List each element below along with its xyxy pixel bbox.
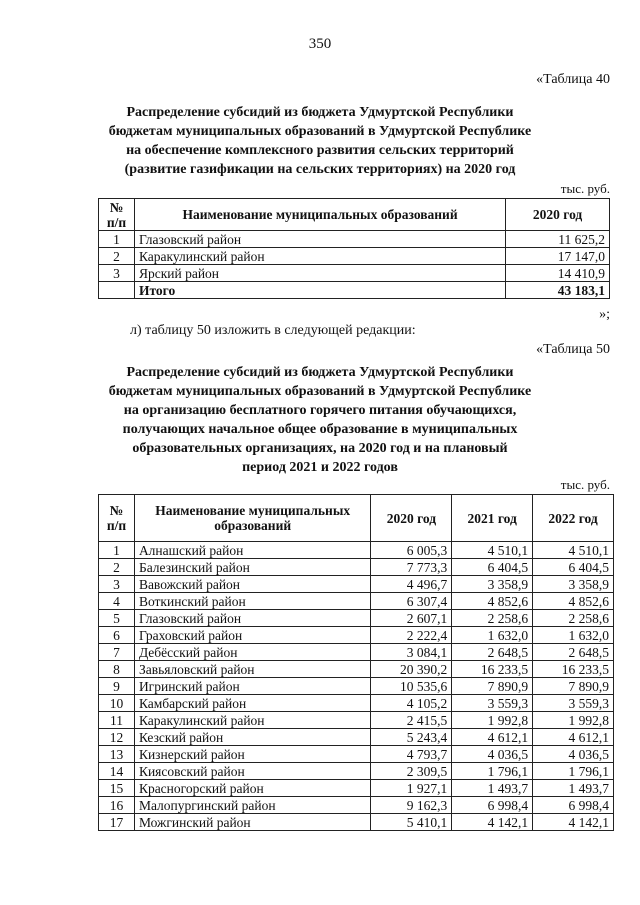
row-value-2021: 3 358,9 xyxy=(452,576,533,593)
row-name: Каракулинский район xyxy=(134,712,371,729)
table-row xyxy=(99,678,614,695)
row-value-2022: 7 890,9 xyxy=(533,678,614,695)
table-row xyxy=(99,695,614,712)
row-value-2020: 5 410,1 xyxy=(371,814,452,831)
title-line: получающих начальное общее образование в муниципальных xyxy=(122,422,518,437)
row-value-2022: 6 998,4 xyxy=(533,797,614,814)
row-number: 13 xyxy=(99,746,135,763)
row-value-2022: 4 142,1 xyxy=(533,814,614,831)
table-row xyxy=(99,559,614,576)
row-name: Вавожский район xyxy=(134,576,371,593)
row-number: 14 xyxy=(99,763,135,780)
row-name: Глазовский район xyxy=(134,610,371,627)
row-number: 1 xyxy=(99,542,135,559)
row-value-2020: 2 415,5 xyxy=(371,712,452,729)
row-number: 16 xyxy=(99,797,135,814)
row-name: Игринский район xyxy=(134,678,371,695)
row-name: Граховский район xyxy=(134,627,371,644)
table-row xyxy=(99,593,614,610)
table-40-title xyxy=(60,103,580,179)
row-name: Камбарский район xyxy=(134,695,371,712)
table-header-row xyxy=(99,199,610,231)
col-header-name: Наименование муниципальных образований xyxy=(134,199,505,231)
title-line: Распределение субсидий из бюджета Удмуртской Республики xyxy=(126,365,514,380)
table-row xyxy=(99,265,610,282)
title-line: (развитие газификации на сельских территориях) на 2020 год xyxy=(124,162,516,177)
row-value: 17 147,0 xyxy=(506,248,610,265)
row-number: 17 xyxy=(99,814,135,831)
table-row xyxy=(99,729,614,746)
col-header-2020: 2020 год xyxy=(506,199,610,231)
row-number-empty xyxy=(99,282,135,299)
table-row xyxy=(99,797,614,814)
table-header-row xyxy=(99,495,614,542)
table-40 xyxy=(98,198,610,299)
row-number: 9 xyxy=(99,678,135,695)
row-number: 7 xyxy=(99,644,135,661)
table-row xyxy=(99,814,614,831)
row-name: Малопургинский район xyxy=(134,797,371,814)
row-value-2022: 4 036,5 xyxy=(533,746,614,763)
row-value-2021: 4 510,1 xyxy=(452,542,533,559)
row-value-2022: 4 510,1 xyxy=(533,542,614,559)
row-number: 6 xyxy=(99,627,135,644)
row-name: Алнашский район xyxy=(134,542,371,559)
col-header-num: № п/п xyxy=(99,199,135,231)
row-name: Дебёсский район xyxy=(134,644,371,661)
row-value-2022: 1 493,7 xyxy=(533,780,614,797)
row-value-2022: 1 632,0 xyxy=(533,627,614,644)
row-value-2020: 5 243,4 xyxy=(371,729,452,746)
row-value-2022: 4 852,6 xyxy=(533,593,614,610)
row-value-2022: 3 559,3 xyxy=(533,695,614,712)
row-number: 1 xyxy=(99,231,135,248)
col-header-num: № п/п xyxy=(99,495,135,542)
total-label: Итого xyxy=(134,282,505,299)
row-number: 10 xyxy=(99,695,135,712)
table-40-close: »; xyxy=(599,307,610,322)
instruction-text: л) таблицу 50 изложить в следующей редакции: xyxy=(130,323,416,338)
table-50 xyxy=(98,494,614,831)
table-row xyxy=(99,610,614,627)
table-row xyxy=(99,231,610,248)
col-header-2021: 2021 год xyxy=(452,495,533,542)
row-number: 2 xyxy=(99,248,135,265)
row-value: 14 410,9 xyxy=(506,265,610,282)
row-name: Можгинский район xyxy=(134,814,371,831)
row-name: Кезский район xyxy=(134,729,371,746)
table-row xyxy=(99,746,614,763)
title-line: бюджетам муниципальных образований в Удмуртской Республике xyxy=(108,124,532,139)
row-number: 15 xyxy=(99,780,135,797)
row-name: Кизнерский район xyxy=(134,746,371,763)
row-value-2022: 1 992,8 xyxy=(533,712,614,729)
row-value-2020: 3 084,1 xyxy=(371,644,452,661)
row-value-2020: 2 607,1 xyxy=(371,610,452,627)
table-50-label: «Таблица 50 xyxy=(536,342,610,357)
row-number: 11 xyxy=(99,712,135,729)
col-header-2022: 2022 год xyxy=(533,495,614,542)
row-value-2022: 2 648,5 xyxy=(533,644,614,661)
table-50-units: тыс. руб. xyxy=(560,477,610,492)
table-row xyxy=(99,542,614,559)
page-number: 350 xyxy=(308,36,332,52)
table-50-title xyxy=(60,363,580,477)
total-value: 43 183,1 xyxy=(506,282,610,299)
table-50-body xyxy=(99,542,614,831)
row-value-2021: 7 890,9 xyxy=(452,678,533,695)
row-value-2021: 6 404,5 xyxy=(452,559,533,576)
row-value-2020: 6 307,4 xyxy=(371,593,452,610)
title-line: период 2021 и 2022 годов xyxy=(242,460,398,475)
row-value-2021: 2 648,5 xyxy=(452,644,533,661)
row-value-2021: 4 036,5 xyxy=(452,746,533,763)
row-value-2021: 6 998,4 xyxy=(452,797,533,814)
table-40-units: тыс. руб. xyxy=(560,181,610,196)
row-value-2020: 20 390,2 xyxy=(371,661,452,678)
row-name: Красногорский район xyxy=(134,780,371,797)
row-number: 4 xyxy=(99,593,135,610)
title-line: Распределение субсидий из бюджета Удмуртской Республики xyxy=(126,105,514,120)
row-name: Завьяловский район xyxy=(134,661,371,678)
row-value-2021: 4 142,1 xyxy=(452,814,533,831)
row-value-2021: 1 632,0 xyxy=(452,627,533,644)
table-row xyxy=(99,661,614,678)
row-value-2022: 2 258,6 xyxy=(533,610,614,627)
row-value-2020: 9 162,3 xyxy=(371,797,452,814)
row-number: 3 xyxy=(99,576,135,593)
table-row xyxy=(99,763,614,780)
row-value-2021: 1 796,1 xyxy=(452,763,533,780)
table-total-row xyxy=(99,282,610,299)
row-value-2021: 1 493,7 xyxy=(452,780,533,797)
title-line: на организацию бесплатного горячего питания обучающихся, xyxy=(123,403,517,418)
row-number: 12 xyxy=(99,729,135,746)
row-value: 11 625,2 xyxy=(506,231,610,248)
row-number: 5 xyxy=(99,610,135,627)
row-name: Воткинский район xyxy=(134,593,371,610)
title-line: бюджетам муниципальных образований в Удмуртской Республике xyxy=(108,384,532,399)
table-row xyxy=(99,712,614,729)
row-name: Балезинский район xyxy=(134,559,371,576)
row-value-2020: 4 793,7 xyxy=(371,746,452,763)
row-value-2021: 4 612,1 xyxy=(452,729,533,746)
row-value-2020: 10 535,6 xyxy=(371,678,452,695)
row-value-2020: 7 773,3 xyxy=(371,559,452,576)
row-number: 3 xyxy=(99,265,135,282)
row-value-2020: 2 222,4 xyxy=(371,627,452,644)
col-header-2020: 2020 год xyxy=(371,495,452,542)
row-value-2022: 1 796,1 xyxy=(533,763,614,780)
row-name: Ярский район xyxy=(134,265,505,282)
row-name: Глазовский район xyxy=(134,231,505,248)
row-value-2021: 4 852,6 xyxy=(452,593,533,610)
row-value-2021: 2 258,6 xyxy=(452,610,533,627)
row-value-2020: 2 309,5 xyxy=(371,763,452,780)
title-line: на обеспечение комплексного развития сельских территорий xyxy=(126,143,514,158)
table-40-label: «Таблица 40 xyxy=(536,72,610,87)
title-line: образовательных организациях, на 2020 год и на плановый xyxy=(132,441,508,456)
row-value-2020: 4 105,2 xyxy=(371,695,452,712)
table-row xyxy=(99,248,610,265)
row-value-2021: 16 233,5 xyxy=(452,661,533,678)
row-value-2022: 16 233,5 xyxy=(533,661,614,678)
table-row xyxy=(99,644,614,661)
table-row xyxy=(99,780,614,797)
row-value-2022: 3 358,9 xyxy=(533,576,614,593)
row-name: Киясовский район xyxy=(134,763,371,780)
table-row xyxy=(99,627,614,644)
table-row xyxy=(99,576,614,593)
row-name: Каракулинский район xyxy=(134,248,505,265)
row-value-2020: 4 496,7 xyxy=(371,576,452,593)
row-number: 2 xyxy=(99,559,135,576)
row-value-2021: 3 559,3 xyxy=(452,695,533,712)
row-value-2021: 1 992,8 xyxy=(452,712,533,729)
row-value-2020: 1 927,1 xyxy=(371,780,452,797)
col-header-name: Наименование муниципальных образований xyxy=(134,495,371,542)
row-number: 8 xyxy=(99,661,135,678)
row-value-2022: 4 612,1 xyxy=(533,729,614,746)
row-value-2020: 6 005,3 xyxy=(371,542,452,559)
row-value-2022: 6 404,5 xyxy=(533,559,614,576)
